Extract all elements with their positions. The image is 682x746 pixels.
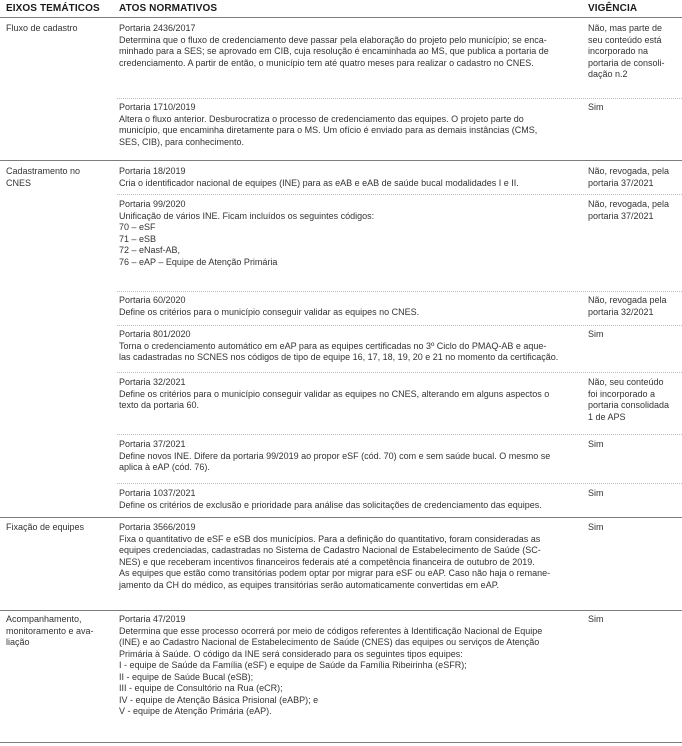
act-description: Cria o identificador nacional de equipes (INE) para as eAB e eAB de saúde bucal modalidades I e II.: [119, 177, 519, 188]
vigencia-status: Não, mas parte de seu conteúdo está incorporado na portaria de consoli- dação n.2: [588, 23, 665, 79]
vigencia-status: Não, seu conteúdo foi incorporado a portaria consolidada 1 de APS: [588, 377, 670, 422]
table-bottom-rule: [0, 742, 682, 743]
sub-row-divider: [117, 98, 682, 99]
act-portaria-801-2020: [119, 329, 579, 364]
group-divider: [0, 610, 682, 611]
act-portaria-1710-2019: [119, 102, 579, 148]
sub-row-divider: [117, 434, 682, 435]
act-title: Portaria 47/2019: [119, 614, 186, 624]
vigencia-status: Sim: [588, 522, 604, 532]
vigencia-status: Não, revogada pela portaria 32/2021: [588, 295, 667, 317]
act-title: Portaria 1037/2021: [119, 488, 196, 498]
header-rule: [0, 17, 682, 18]
theme-fixacao-de-equipes: Fixação de equipes: [6, 522, 85, 532]
act-title: Portaria 1710/2019: [119, 102, 196, 112]
act-description: Determina que o fluxo de credenciamento deve passar pela elaboração do projeto pelo município; se enca- minhado para a SES; se aprovado em CIB, cuja resolução é encaminhada ao MS, que publica a portaria de credenciamento. A partir de então, o município tem até quatro meses para realizar o cadastro no CNES.: [119, 34, 549, 68]
sub-row-divider: [117, 194, 682, 195]
vigencia-status: Sim: [588, 488, 604, 498]
act-title: Portaria 2436/2017: [119, 23, 196, 33]
act-title: Portaria 3566/2019: [119, 522, 196, 532]
sub-row-divider: [117, 372, 682, 373]
act-portaria-37-2021: [119, 439, 579, 474]
act-portaria-60-2020: [119, 295, 579, 318]
act-portaria-1037-2021: [119, 488, 579, 511]
act-portaria-99-2020: [119, 199, 579, 268]
vigencia-status: Sim: [588, 102, 604, 112]
act-description: Unificação de vários INE. Ficam incluídos os seguintes códigos: 70 – eSF 71 – eSB 72 – eNasf-AB, 76 – eAP – Equipe de Atenção Primária: [119, 210, 375, 267]
theme-acompanhamento: Acompanhamento, monitoramento e ava- liação: [6, 614, 94, 647]
act-description: Determina que esse processo ocorrerá por meio de códigos referentes à Identificação Nacional de Equipe (INE) e ao Cadastro Nacional de Estabelecimento de Saúde (CNES) das equipes ou serviços de Atenção Primária à Saúde. O código da INE será considerado para os seguintes tipos equipes: I - equipe de Saúde da Família (eSF) e equipe de Saúde da Família Ribeirinha (eSFR); II - equipe de Saúde Bucal (eSB); III - equipe de Consultório na Rua (eCR); IV - equipe de Atenção Básica Prisional (eABP); e V - equipe de Atenção Primária (eAP).: [119, 625, 543, 716]
act-title: Portaria 801/2020: [119, 329, 191, 339]
act-portaria-2436-2017: [119, 23, 579, 69]
act-title: Portaria 32/2021: [119, 377, 186, 387]
act-description: Define novos INE. Difere da portaria 99/2019 ao propor eSF (cód. 70) com e sem saúde bucal. O mesmo se aplica à eAP (cód. 76).: [119, 450, 551, 472]
act-portaria-47-2019: [119, 614, 579, 718]
theme-fluxo-de-cadastro: Fluxo de cadastro: [6, 23, 78, 33]
header-eixos: EIXOS TEMÁTICOS: [6, 3, 100, 14]
group-divider: [0, 517, 682, 518]
sub-row-divider: [117, 325, 682, 326]
act-title: Portaria 18/2019: [119, 166, 186, 176]
group-divider: [0, 160, 682, 161]
act-portaria-32-2021: [119, 377, 579, 412]
sub-row-divider: [117, 291, 682, 292]
header-atos: ATOS NORMATIVOS: [119, 3, 218, 14]
theme-cadastramento-cnes: Cadastramento no CNES: [6, 166, 81, 188]
act-description: Define os critérios de exclusão e prioridade para análise das solicitações de credenciamento das equipes.: [119, 499, 542, 510]
vigencia-status: Sim: [588, 439, 604, 449]
act-portaria-3566-2019: [119, 522, 579, 591]
act-description: Torna o credenciamento automático em eAP para as equipes certificadas no 3º Ciclo do PMAQ-AB e aque- las cadastradas no SCNES nos códigos de tipo de equipe 16, 17, 18, 19, 20 e 21 no momento da certificação.: [119, 340, 559, 362]
vigencia-status: Sim: [588, 329, 604, 339]
vigencia-status: Não, revogada, pela portaria 37/2021: [588, 199, 670, 221]
act-title: Portaria 99/2020: [119, 199, 186, 209]
act-portaria-18-2019: [119, 166, 579, 189]
vigencia-status: Sim: [588, 614, 604, 624]
table-header: [0, 0, 682, 17]
act-description: Define os critérios para o município conseguir validar as equipes no CNES.: [119, 306, 420, 317]
act-title: Portaria 60/2020: [119, 295, 186, 305]
act-description: Altera o fluxo anterior. Desburocratiza o processo de credenciamento das equipes. O projeto parte do município, que encaminha diretamente para o MS. Um ofício é enviado para as demais instâncias (CMS, SES, CIB), para conhecimento.: [119, 113, 538, 147]
act-description: Fixa o quantitativo de eSF e eSB dos municípios. Para a definição do quantitativo, foram consideradas as equipes credenciadas, cadastradas no Sistema de Cadastro Nacional de Estabelecimento de Saúde (SC- NES) e que receberam incentivos financeiros federais até a competência financeira de outubro de 2019. As equipes que estão como transitórias podem optar por migrar para eSF ou eAP. Caso não haja o remane- jamento da CH do médico, as equipes transitórias serão automaticamente convertidas em eAP.: [119, 533, 551, 590]
act-title: Portaria 37/2021: [119, 439, 186, 449]
act-description: Define os critérios para o município conseguir validar as equipes no CNES, alterando em alguns aspectos o texto da portaria 60.: [119, 388, 550, 410]
header-vigencia: VIGÊNCIA: [588, 3, 638, 14]
vigencia-status: Não, revogada, pela portaria 37/2021: [588, 166, 670, 188]
sub-row-divider: [117, 483, 682, 484]
